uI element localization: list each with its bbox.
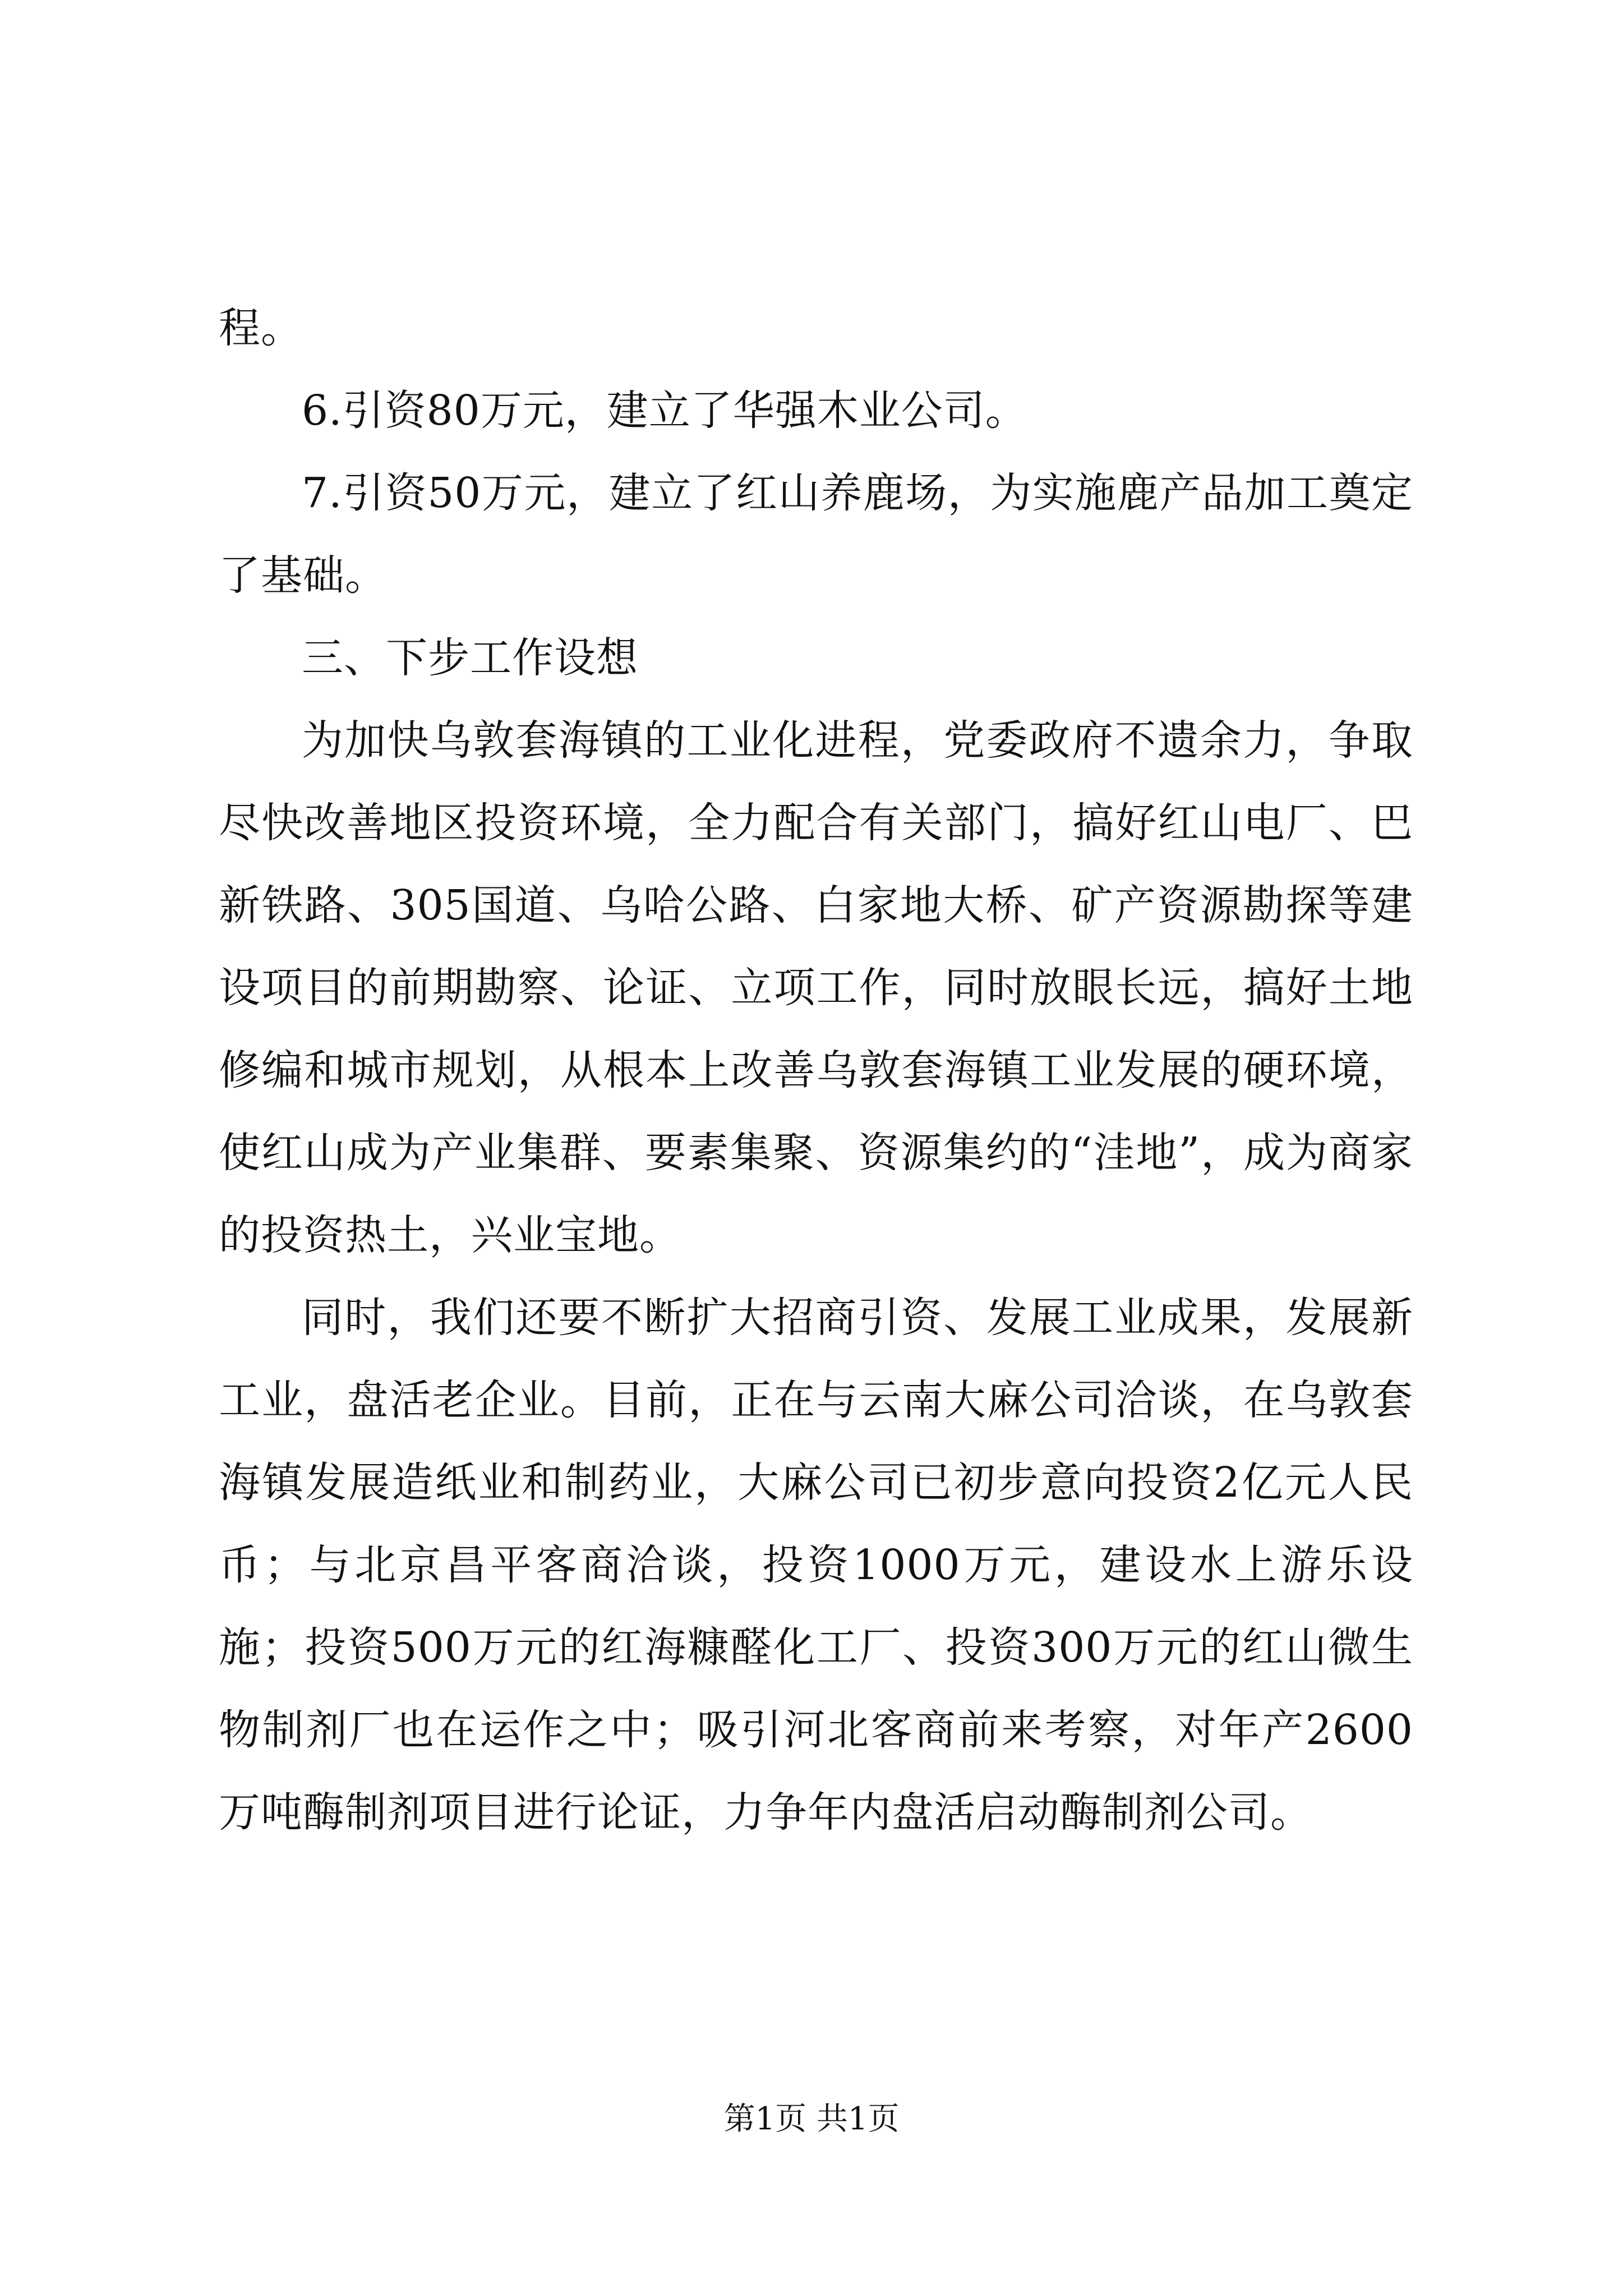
section-heading: 三、下步工作设想: [302, 634, 638, 682]
paragraph-item-7: 7.引资50万元，建立了红山养鹿场，为实施鹿产品加工奠定了基础。: [219, 469, 1413, 600]
paragraph-continuation: 程。: [219, 304, 303, 352]
paragraph-item-6: 6.引资80万元，建立了华强木业公司。: [302, 386, 1027, 435]
page-footer: 第1页 共1页: [723, 2101, 900, 2137]
paragraph-investment: 同时，我们还要不断扩大招商引资、发展工业成果，发展新工业，盘活老企业。目前，正在与云南大麻公司洽谈，在乌敦套海镇发展造纸业和制药业，大麻公司已初步意向投资2亿元人民币；与北京昌平客商洽谈，投资1000万元，建设水上游乐设施；投资500万元的红海糠醛化工厂、投资300万元的红山微生物制剂厂也在运作之中；吸引河北客商前来考察，对年产2600万吨酶制剂项目进行论证，力争年内盘活启动酶制剂公司。: [219, 1294, 1413, 1837]
document-body: [219, 287, 1413, 1854]
paragraph-plan: 为加快乌敦套海镇的工业化进程，党委政府不遗余力，争取尽快改善地区投资环境，全力配合有关部门，搞好红山电厂、巴新铁路、305国道、乌哈公路、白家地大桥、矿产资源勘探等建设项目的前期勘察、论证、立项工作，同时放眼长远，搞好土地修编和城市规划，从根本上改善乌敦套海镇工业发展的硬环境，使红山成为产业集群、要素集聚、资源集约的“洼地”，成为商家的投资热土，兴业宝地。: [219, 716, 1413, 1259]
